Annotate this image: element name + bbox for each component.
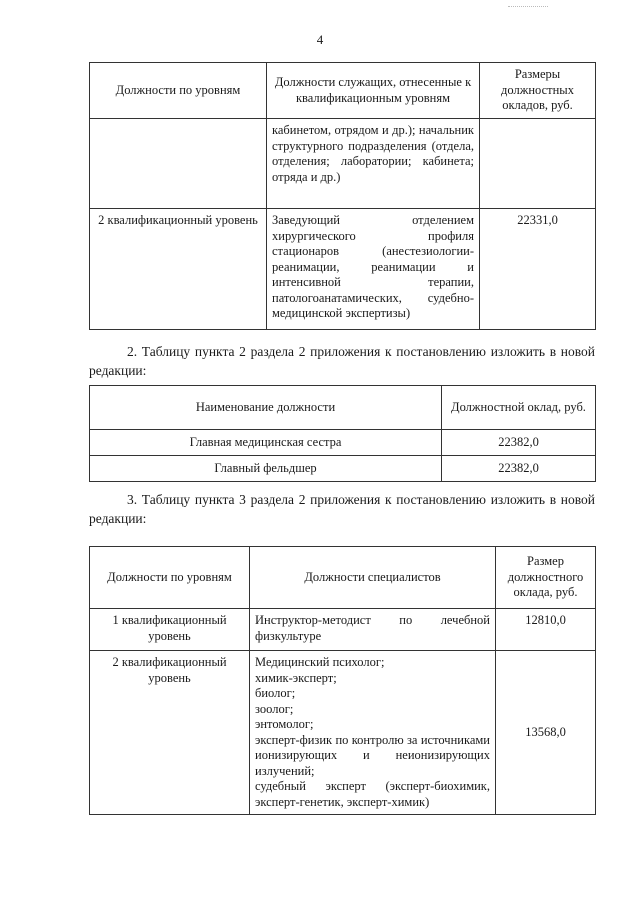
scan-mark [508,6,548,9]
table-salaries-positions [89,385,596,482]
header-levels: Должности по уровням [90,63,267,119]
header-positions: Должности служащих, отнесенные к квалификационным уровням [267,63,480,119]
paragraph-item-3: 3. Таблицу пункта 3 раздела 2 приложения к постановлению изложить в новой редакции: [89,492,595,526]
position-line: судебный эксперт (эксперт-биохимик, эксперт-генетик, эксперт-химик) [255,779,490,809]
cell-positions: кабинетом, отрядом и др.); начальник структурного подразделения (отдела, отделения; лаборатории; кабинета; отряда и др.) [267,119,480,209]
cell-positions: Заведующий отделением хирургического профиля стационаров (анестезиологии-реанимации, реанимации и интенсивной терапии, патологоанатамических, судебно-медицинской экспертизы) [267,209,480,330]
cell-salary: 22382,0 [442,456,596,482]
table-row [90,651,596,815]
header-salary: Размер должностного оклада, руб. [496,547,596,609]
cell-level: 1 квалификационный уровень [90,609,250,651]
table-header-row [90,63,596,119]
paragraph-item-2: 2. Таблицу пункта 2 раздела 2 приложения к постановлению изложить в новой редакции: [89,344,595,378]
position-line: Медицинский психолог; [255,655,385,669]
cell-salary: 22331,0 [480,209,596,330]
cell-salary: 22382,0 [442,430,596,456]
table-salaries-employees [89,62,596,330]
cell-level [90,119,267,209]
header-levels: Должности по уровням [90,547,250,609]
table-row [90,456,596,482]
header-salary: Должностной оклад, руб. [442,386,596,430]
position-line: химик-эксперт; [255,670,337,685]
table-row [90,209,596,330]
cell-positions [250,609,496,651]
cell-position-name: Главный фельдшер [90,456,442,482]
cell-salary: 12810,0 [496,609,596,651]
table-salaries-specialists [89,546,596,815]
cell-positions [250,651,496,815]
position-line: зоолог; [255,701,294,716]
position-line: Инструктор-методист по лечебной физкультуре [255,613,490,643]
cell-level: 2 квалификационный уровень [90,209,267,330]
cell-position-name: Главная медицинская сестра [90,430,442,456]
header-position-name: Наименование должности [90,386,442,430]
table-row [90,430,596,456]
table-header-row [90,386,596,430]
header-positions: Должности специалистов [250,547,496,609]
position-line: энтомолог; [255,717,314,731]
cell-level: 2 квалификационный уровень [90,651,250,815]
cell-salary [480,119,596,209]
position-line: биолог; [255,686,296,700]
table-header-row [90,547,596,609]
cell-salary: 13568,0 [496,651,596,815]
position-line: эксперт-физик по контролю за источниками ионизирующих и неионизирующих излучений; [255,732,490,778]
table-row [90,119,596,209]
table-row [90,609,596,651]
page-number: 4 [316,32,324,47]
header-salary: Размеры должностных окладов, руб. [480,63,596,119]
